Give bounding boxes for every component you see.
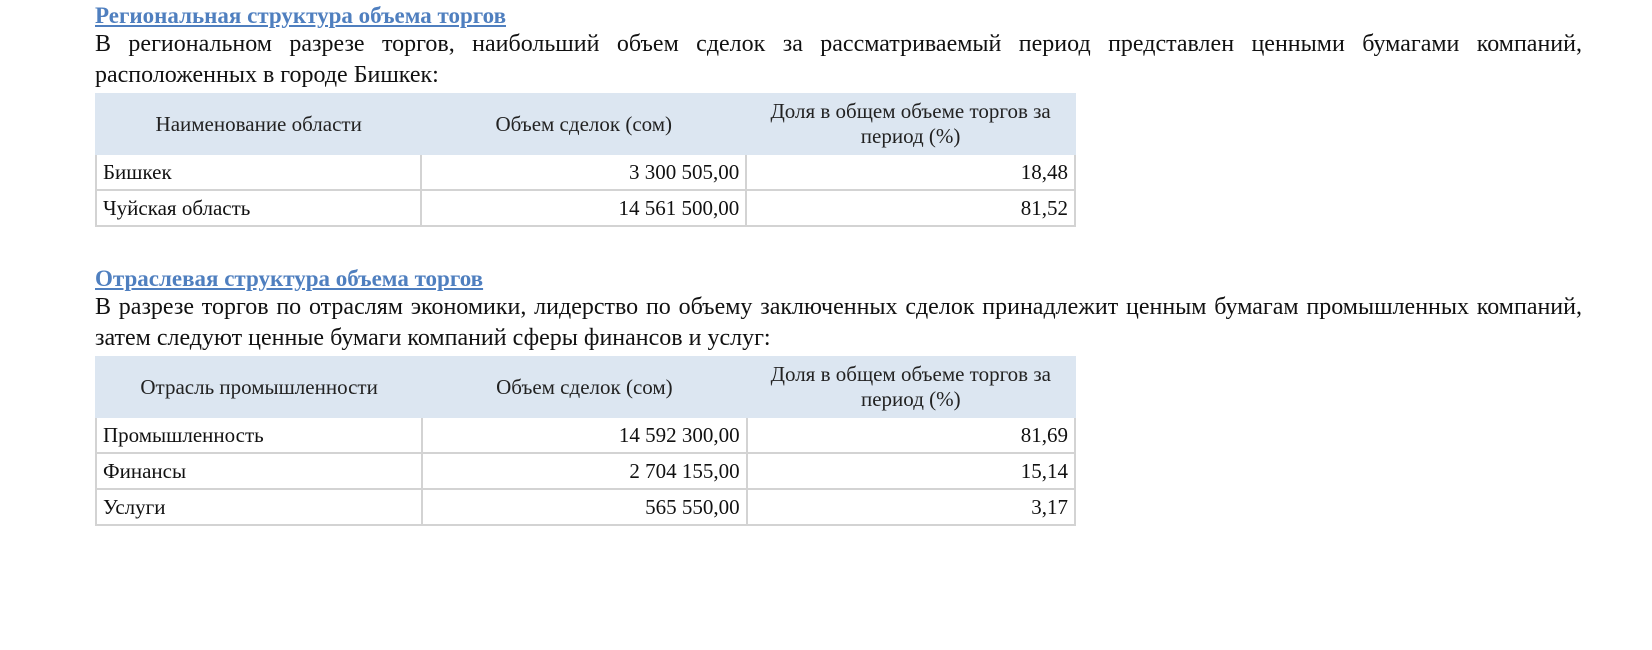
section-spacer bbox=[95, 227, 1582, 263]
row-label: Услуги bbox=[96, 489, 422, 525]
row-share: 81,69 bbox=[747, 417, 1075, 453]
row-label: Чуйская область bbox=[96, 190, 421, 226]
header-cell-share: Доля в общем объеме торгов за период (%) bbox=[746, 94, 1075, 154]
row-share: 3,17 bbox=[747, 489, 1075, 525]
header-cell-volume: Объем сделок (сом) bbox=[421, 94, 746, 154]
table-row bbox=[96, 453, 1075, 489]
section-text-regional: В региональном разрезе торгов, наибольший объем сделок за рассматриваемый период представлен ценными бумагами компаний, расположенных в городе Бишкек: bbox=[95, 31, 1582, 88]
header-cell-industry: Отрасль промышленности bbox=[96, 357, 422, 417]
table-header-row bbox=[96, 94, 1075, 154]
row-share: 15,14 bbox=[747, 453, 1075, 489]
table-row bbox=[96, 417, 1075, 453]
table-row bbox=[96, 154, 1075, 190]
header-cell-share: Доля в общем объеме торгов за период (%) bbox=[747, 357, 1075, 417]
table-row bbox=[96, 190, 1075, 226]
row-volume: 565 550,00 bbox=[422, 489, 746, 525]
row-label: Финансы bbox=[96, 453, 422, 489]
row-volume: 2 704 155,00 bbox=[422, 453, 746, 489]
table-header-row bbox=[96, 357, 1075, 417]
table-row bbox=[96, 489, 1075, 525]
section-text-industry: В разрезе торгов по отраслям экономики, лидерство по объему заключенных сделок принадлежит ценным бумагам промышленных компаний, затем следуют ценные бумаги компаний сферы финансов и услуг: bbox=[95, 294, 1582, 351]
row-volume: 3 300 505,00 bbox=[421, 154, 746, 190]
regional-table bbox=[95, 93, 1076, 227]
header-cell-volume: Объем сделок (сом) bbox=[422, 357, 746, 417]
row-label: Бишкек bbox=[96, 154, 421, 190]
document-page bbox=[95, 0, 1582, 526]
row-label: Промышленность bbox=[96, 417, 422, 453]
header-cell-region: Наименование области bbox=[96, 94, 421, 154]
row-volume: 14 561 500,00 bbox=[421, 190, 746, 226]
row-share: 18,48 bbox=[746, 154, 1075, 190]
row-volume: 14 592 300,00 bbox=[422, 417, 746, 453]
section-title-industry: Отраслевая структура объема торгов bbox=[95, 266, 484, 291]
industry-table bbox=[95, 356, 1076, 526]
section-title-regional: Региональная структура объема торгов bbox=[95, 3, 506, 28]
row-share: 81,52 bbox=[746, 190, 1075, 226]
